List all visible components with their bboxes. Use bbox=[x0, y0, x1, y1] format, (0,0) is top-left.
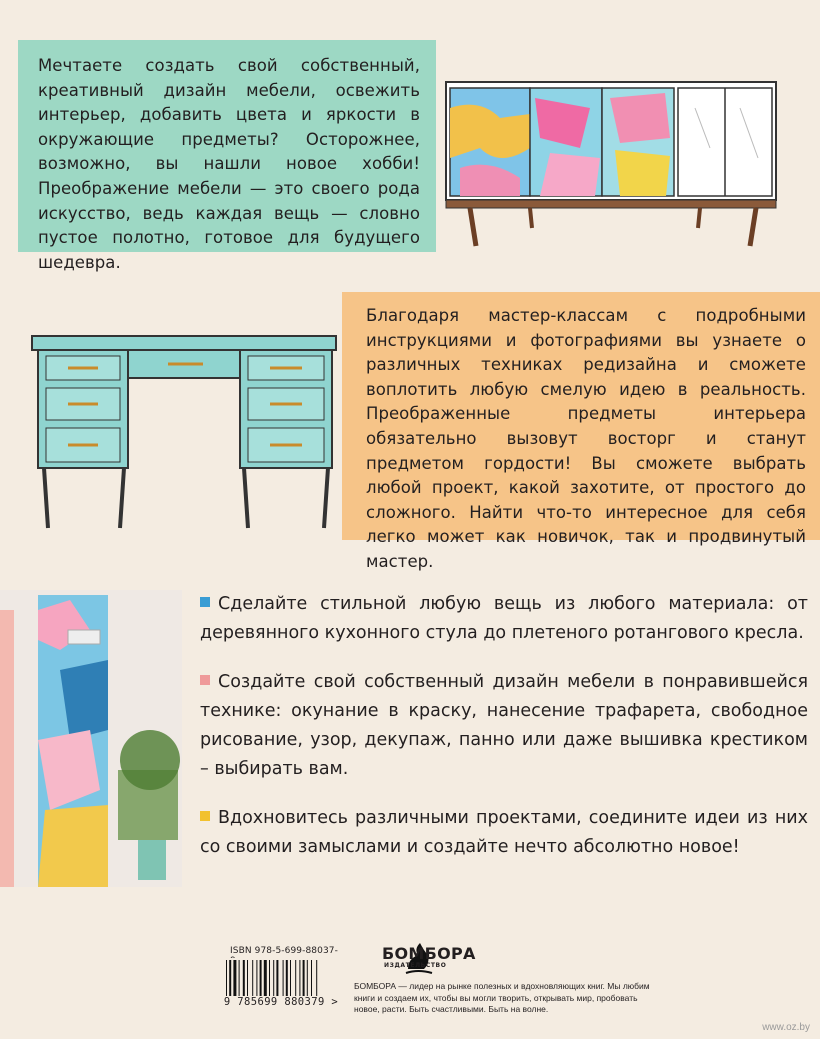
list-item: Сделайте стильной любую вещь из любого материала: от деревянного кухонного стула до плетеного ротангового кресла. bbox=[200, 594, 808, 643]
blue-square-icon bbox=[200, 597, 210, 607]
barcode-bar bbox=[243, 960, 245, 996]
barcode-bar bbox=[264, 960, 267, 996]
barcode-bar bbox=[260, 960, 262, 996]
pink-square-icon bbox=[200, 675, 210, 685]
barcode-bar bbox=[316, 960, 317, 996]
barcode-bar bbox=[226, 960, 227, 996]
isbn-label: ISBN 978-5-699-88037- bbox=[230, 946, 338, 956]
barcode-bar bbox=[307, 960, 308, 996]
watermark: www.oz.by bbox=[762, 1022, 810, 1033]
grandfather-clock-photo bbox=[0, 590, 182, 887]
feature-list bbox=[200, 590, 808, 882]
barcode-bar bbox=[239, 960, 240, 996]
barcode-number: 9 785699 880379 > bbox=[212, 996, 350, 1008]
barcode-bar bbox=[283, 960, 284, 996]
barcode-bar bbox=[256, 960, 257, 996]
barcode-bar bbox=[233, 960, 236, 996]
barcode-bar bbox=[269, 960, 270, 996]
yellow-square-icon bbox=[200, 811, 210, 821]
intro-text: Мечтаете создать свой собственный, креативный дизайн мебели, освежить интерьер, добавить цвета и яркости в окружающие предметы? Осторожнее, возможно, вы нашли новое хобби! Преображение мебели — это своего рода искусство, ведь каждая вещь — словно пустое полотно, готовое для будущего шедевра. bbox=[38, 56, 420, 272]
publisher-sub: ИЗДАТЕЛЬСТВО bbox=[384, 962, 447, 969]
barcode-bar bbox=[252, 960, 253, 996]
barcode-bar bbox=[229, 960, 231, 996]
barcode-bar bbox=[290, 960, 291, 996]
barcode-bar bbox=[311, 960, 312, 996]
barcode-bar bbox=[286, 960, 288, 996]
barcode-bar bbox=[295, 960, 296, 996]
list-item: Создайте свой собственный дизайн мебели в понравившейся технике: окунание в краску, нанесение трафарета, свободное рисование, узор, декупаж, панно или даже вышивка крестиком – выбирать вам. bbox=[200, 672, 808, 779]
intro-panel bbox=[18, 40, 436, 272]
techniques-panel bbox=[342, 292, 820, 571]
barcode-bar bbox=[303, 960, 305, 996]
techniques-text: Благодаря мастер-классам с подробными инструкциями и фотографиями вы узнаете о различных техниках редизайна и сможете воплотить любую смелую идею в реальность. Преображенные предметы интерьера обязательно вызовут восторг и станут предметом гордости! Вы сможете выбрать любой проект, какой захотите, от простого до сложного. Найти что-то интересное для себя легко может как новичок, так и продвинутый мастер. bbox=[366, 306, 806, 571]
sideboard-illustration bbox=[440, 78, 780, 250]
barcode-bar bbox=[276, 960, 278, 996]
barcode-bar bbox=[299, 960, 300, 996]
desk-illustration bbox=[28, 328, 340, 540]
publisher-name: БОМБОРА bbox=[382, 944, 476, 963]
barcode-bar bbox=[273, 960, 274, 996]
list-item: Вдохновитесь различными проектами, соедините идеи из них со своими замыслами и создайте нечто абсолютно новое! bbox=[200, 808, 808, 857]
publisher-blurb: БОМБОРА — лидер на рынке полезных и вдохновляющих книг. Мы любим книги и создаем их, чтобы вы могли творить, открывать мир, пробовать новое, расти. Быть счастливыми. Быть на волне. bbox=[354, 981, 650, 1014]
barcode-bar bbox=[247, 960, 248, 996]
